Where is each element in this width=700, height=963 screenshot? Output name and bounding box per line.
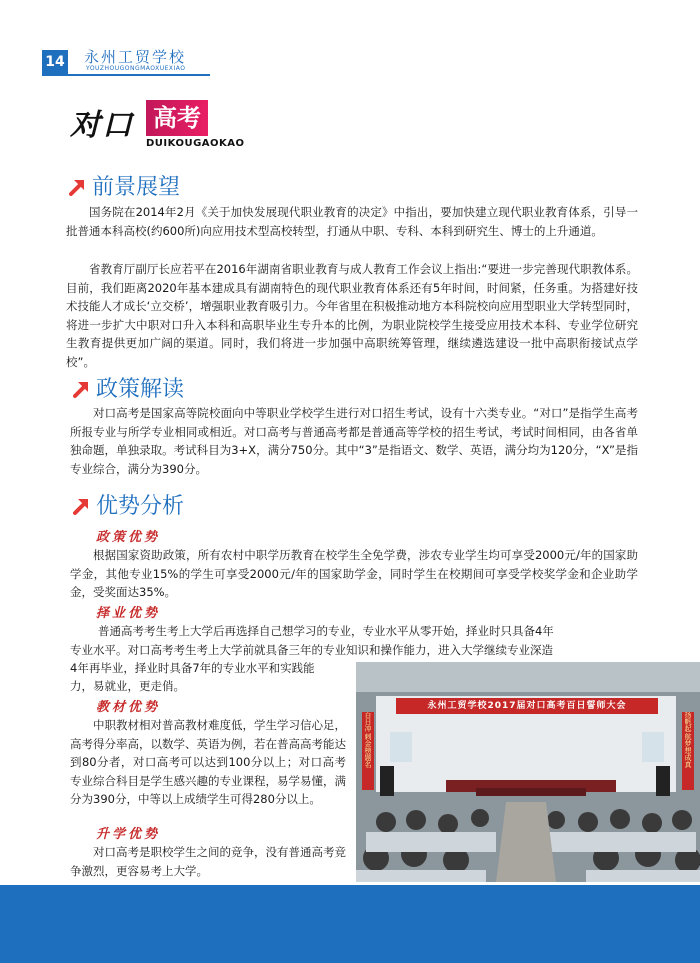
- advantage-text-further-study: 对口高考是职校学生之间的竞争，没有普通高考竞争激烈，更容易考上大学。: [70, 845, 346, 878]
- policy-paragraph: 对口高考是国家高等院校面向中等职业学校学生进行对口招生考试，设有十六类专业。“对口”是指学生高考所报专业与所学专业相同或相近。对口高考与普通高考都是普通高等学校的招生考试，考试时间相同，由各省单独命题，单独录取。考试科目为3+X，满分750分。其中“3”是指语文、数学、英语，满分均为120分，“X”是指专业综合，满分为390分。: [70, 406, 638, 476]
- arrow-icon: [70, 377, 92, 399]
- section-heading-policy: 政策解读: [70, 372, 184, 403]
- advantage-text-career-line4: 力，易就业，更走俏。: [70, 679, 185, 693]
- photo-left-slogan: 百日冲刺 金榜题名: [364, 712, 372, 770]
- advantage-text-textbook: 中职教材相对普高教材难度低，学生学习信心足，高考得分率高，以数学、英语为例，若在普高高考能达到80分者，对口高考可以达到100分以上；对口高考专业综合科目是学生感兴趣的专业课程，易学易懂，满分为390分，中等以上成绩学生可得280分以上。: [70, 718, 346, 807]
- advantage-title-career: 择业优势: [96, 606, 161, 621]
- prospects-paragraph-1: 国务院在2014年2月《关于加快发展现代职业教育的决定》中指出，要加快建立现代职业教育体系，引导一批普通本科高校(约600所)向应用技术型高校转型，打通从中职、专科、本科到研究生、博士的上升通道。: [66, 205, 638, 238]
- page-title-part1: 对口: [70, 108, 134, 143]
- advantage-title-policy: 政策优势: [96, 530, 161, 545]
- advantage-text-policy: 根据国家资助政策，所有农村中职学历教育在校学生全免学费，涉农专业学生均可享受2000元/年的国家助学金，其他专业15%的学生可享受2000元/年的国家助学金，同时学生在校期间可享受学校奖学金和企业助学金，受奖面达35%。: [70, 548, 638, 600]
- advantage-title-textbook: 教材优势: [96, 700, 161, 715]
- advantage-text-career-line1: 普通高考考生考上大学后再选择自己想学习的专业，专业水平从零开始，择业时只具备4年: [98, 624, 554, 638]
- rally-photo: [356, 662, 700, 882]
- school-pinyin: YOUZHOUGONGMAOXUEXIAO: [86, 65, 186, 72]
- advantage-text-career-line2: 专业水平。对口高考考生考上大学前就具备三年的专业知识和操作能力，进入大学继续专业深造: [70, 643, 553, 657]
- photo-right-slogan: 扬帆起航 梦想成真: [684, 712, 692, 770]
- school-name: 永州工贸学校: [84, 48, 187, 66]
- section-heading-advantages: 优势分析: [70, 489, 184, 520]
- prospects-paragraph-2: 省教育厅副厅长应若平在2016年湖南省职业教育与成人教育工作会议上指出:“要进一步完善现代职教体系。目前，我们距离2020年基本建成具有湖南特色的现代职业教育体系还有5年时间，时间紧，任务重。为搭建好技术技能人才成长‘立交桥’，增强职业教育吸引力。今年省里在积极推动地方本科院校向应用型职业大学转型同时，将进一步扩大中职对口升入本科和高职毕业生专升本的比例，为职业院校学生接受应用技术本科、专业学位研究生教育提供更加广阔的渠道。同时，我们将进一步加强中高职统筹管理，继续遴选建设一批中高职衔接试点学校”。: [66, 262, 638, 369]
- footer-bar: [0, 885, 700, 963]
- page-number: 14: [42, 50, 68, 74]
- section-heading-prospects: 前景展望: [66, 170, 180, 201]
- advantage-text-career-line3: 4年再毕业，择业时具备7年的专业水平和实践能: [70, 661, 315, 675]
- page-title-part2: 高考: [146, 100, 208, 136]
- arrow-icon: [70, 494, 92, 516]
- page-title-pinyin: DUIKOUGAOKAO: [146, 138, 245, 149]
- advantage-title-further-study: 升学优势: [96, 827, 161, 842]
- arrow-icon: [66, 175, 88, 197]
- header-divider: [42, 74, 210, 76]
- photo-banner-text: 永州工贸学校2017届对口高考百日誓师大会: [427, 701, 627, 711]
- rally-photo-illustration: [356, 662, 700, 882]
